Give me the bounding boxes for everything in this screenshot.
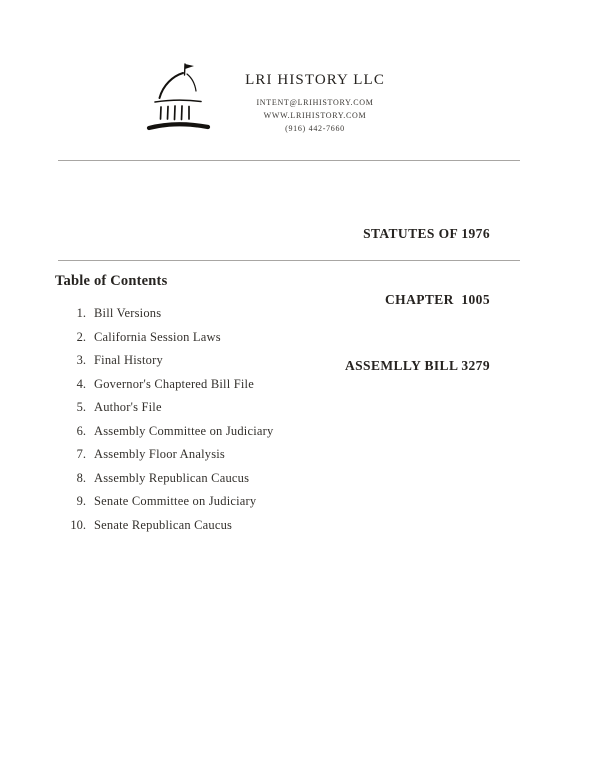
toc-item-number: 1. bbox=[76, 306, 86, 320]
toc-item-label: Governor's Chaptered Bill File bbox=[94, 376, 254, 391]
toc-item-label: Final History bbox=[94, 353, 163, 367]
toc-title: Table of Contents bbox=[55, 273, 168, 289]
company-email: INTENT@LRIHISTORY.COM bbox=[256, 98, 374, 107]
toc-item bbox=[60, 307, 273, 320]
toc-item-number: 4. bbox=[76, 376, 86, 391]
toc-item bbox=[60, 354, 273, 367]
divider-top bbox=[58, 160, 520, 161]
toc-item-number: 9. bbox=[76, 494, 86, 508]
toc-item-label: California Session Laws bbox=[94, 329, 221, 344]
toc-item-label: Senate Committee on Judiciary bbox=[94, 494, 257, 508]
toc-item-label: Bill Versions bbox=[94, 306, 162, 320]
toc-item-label: Assembly Republican Caucus bbox=[94, 470, 250, 485]
toc-item bbox=[60, 425, 273, 438]
toc-item-label: Author's File bbox=[94, 400, 162, 414]
toc-item-number: 5. bbox=[76, 400, 86, 414]
letterhead bbox=[146, 60, 406, 138]
bill-line: ASSEMLLY BILL 3279 bbox=[344, 358, 490, 373]
toc-item-label: Assembly Floor Analysis bbox=[94, 447, 225, 461]
toc-item-label: Assembly Committee on Judiciary bbox=[94, 423, 274, 438]
toc-item-number: 6. bbox=[76, 423, 86, 438]
toc-item bbox=[60, 495, 273, 508]
divider-bottom bbox=[58, 260, 520, 261]
company-name: LRI HISTORY LLC bbox=[245, 72, 385, 88]
company-phone: (916) 442-7660 bbox=[285, 124, 345, 133]
toc-item bbox=[60, 331, 273, 344]
toc-list bbox=[60, 307, 273, 542]
chapter-line: CHAPTER 1005 bbox=[385, 292, 490, 307]
toc-item bbox=[60, 378, 273, 391]
toc-item bbox=[60, 448, 273, 461]
letterhead-text bbox=[224, 60, 406, 135]
toc-item bbox=[60, 519, 273, 532]
capitol-dome-icon bbox=[146, 60, 212, 138]
toc-item bbox=[60, 401, 273, 414]
statutes-line: STATUTES OF 1976 bbox=[363, 226, 490, 241]
toc-item-number: 7. bbox=[76, 447, 86, 461]
toc-item bbox=[60, 472, 273, 485]
toc-item-number: 3. bbox=[76, 353, 86, 367]
toc-item-number: 8. bbox=[76, 470, 86, 485]
toc-item-number: 2. bbox=[76, 329, 86, 344]
document-reference bbox=[345, 179, 490, 421]
company-website: WWW.LRIHISTORY.COM bbox=[263, 111, 367, 120]
toc-item-number: 10. bbox=[70, 517, 86, 532]
toc-item-label: Senate Republican Caucus bbox=[94, 517, 233, 532]
